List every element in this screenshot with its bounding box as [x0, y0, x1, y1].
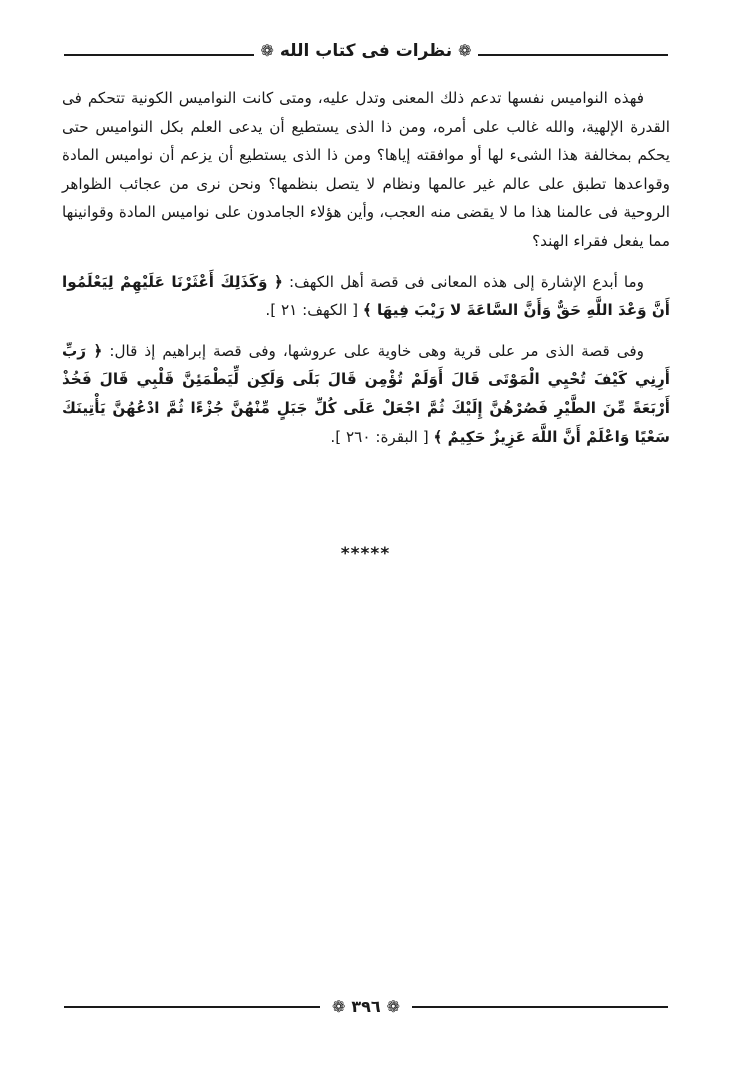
paragraph-2 — [62, 268, 670, 325]
running-title: نظرات فى كتاب الله — [279, 41, 453, 61]
header-rule-right — [478, 54, 668, 56]
flower-ornament-icon: ❁ — [331, 997, 346, 1016]
flower-ornament-icon: ❁ — [458, 41, 472, 60]
running-header — [64, 38, 668, 64]
quran-verse-baqarah: ﴿ رَبِّ أَرِنِي كَيْفَ تُحْيِي الْمَوْتَى قَالَ أَوَلَمْ تُؤْمِن قَالَ بَلَى وَلَكِن لِّيَطْمَئِنَّ قَلْبِي قَالَ فَخُذْ أَرْبَعَةً مِّنَ الطَّيْرِ فَصُرْهُنَّ إِلَيْكَ ثُمَّ اجْعَلْ عَلَى كُلِّ جَبَلٍ مِّنْهُنَّ جُزْءًا ثُمَّ ادْعُهُنَّ يَأْتِينَكَ سَعْيًا وَاعْلَمْ أَنَّ اللَّهَ عَزِيزٌ حَكِيمٌ ﴾ — [62, 341, 670, 446]
header-rule-left — [64, 54, 254, 56]
page-body — [62, 84, 670, 451]
footer-rule-right — [412, 1006, 668, 1008]
flower-ornament-icon: ❁ — [386, 997, 401, 1016]
header-title-group — [254, 38, 478, 64]
quran-verse-kahf: ﴿ وَكَذَلِكَ أَعْثَرْنَا عَلَيْهِمْ لِيَعْلَمُوا أَنَّ وَعْدَ اللَّهِ حَقٌّ وَأَنَّ السَّاعَةَ لا رَيْبَ فِيهَا ﴾ — [62, 272, 670, 320]
footer-rule-left — [64, 1006, 320, 1008]
page-number: ٣٩٦ — [351, 997, 381, 1016]
page-footer — [64, 994, 668, 1020]
paragraph-3-intro: وفى قصة الذى مر على قرية وهى خاوية على عروشها، وفى قصة إبراهيم إذ قال: — [102, 341, 644, 360]
verse-reference-kahf: [ الكهف: ٢١ ]. — [265, 301, 363, 320]
flower-ornament-icon: ❁ — [260, 41, 274, 60]
page-number-group — [320, 994, 412, 1020]
verse-reference-baqarah: [ البقرة: ٢٦٠ ]. — [330, 427, 434, 446]
section-separator: ***** — [340, 544, 391, 564]
paragraph-2-intro: وما أبدع الإشارة إلى هذه المعانى فى قصة أهل الكهف: — [282, 272, 644, 291]
paragraph-1: فهذه النواميس نفسها تدعم ذلك المعنى وتدل عليه، ومتى كانت النواميس الكونية تتحكم فى القدرة الإلهية، والله غالب على أمره، ومن ذا الذى يستطيع أن يدعى العلم بكل النواميس حتى يحكم بمخالفة هذا الشىء لها أو موافقته إياها؟ ومن ذا الذى يستطيع أن يزعم أن نواميس المادة وقواعدها تطبق على عالم غير عالمها ونظام لا يتصل بنظمها؟ ونحن نرى من عجائب الظواهر الروحية فى عالمنا هذا ما لا يقضى منه العجب، وأين هؤلاء الجامدون على نواميس المادة وقوانينها مما يفعل فقراء الهند؟ — [62, 89, 670, 250]
paragraph-3 — [62, 337, 670, 451]
